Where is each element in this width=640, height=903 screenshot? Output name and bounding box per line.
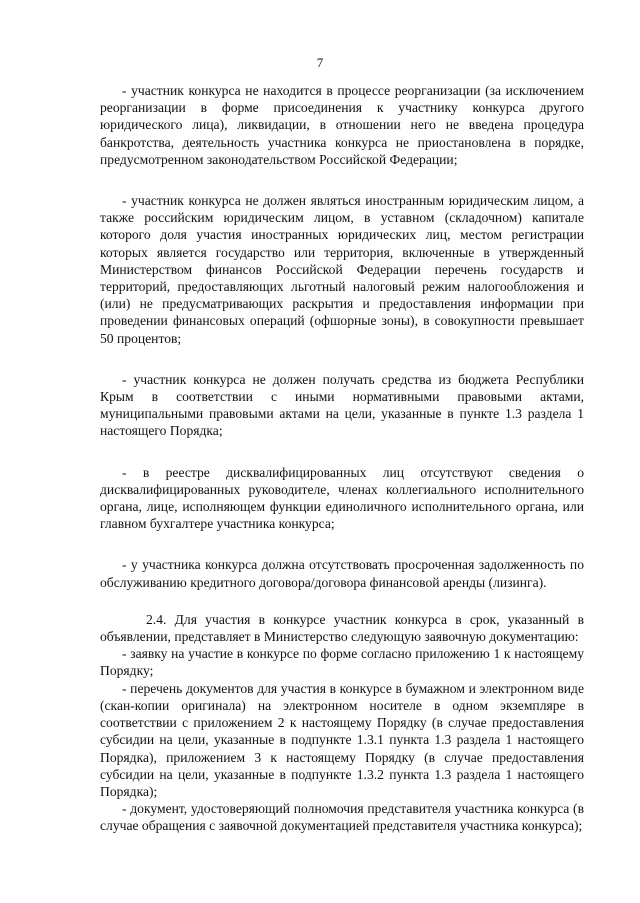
paragraph-disqualified-persons: - в реестре дисквалифицированных лиц отсутствуют сведения о дисквалифицированных руководителе, членах коллегиального исполнительного органа, лице, исполняющем функции единоличного исполнительного органа, или главном бухгалтере участника конкурса; (100, 464, 584, 532)
page-number: 7 (316, 55, 324, 70)
paragraph-section-2-4: 2.4. Для участия в конкурсе участник конкурса в срок, указанный в объявлении, представляет в Министерство следующую заявочную документацию: (100, 611, 584, 645)
paragraph-application-form: - заявку на участие в конкурсе по форме согласно приложению 1 к настоящему Порядку; (100, 646, 584, 679)
paragraph-overdue-debt: - у участника конкурса должна отсутствовать просроченная задолженность по обслуживанию кредитного договора/договора финансовой аренды (лизинга). (100, 557, 584, 590)
paragraph-budget-funds: - участник конкурса не должен получать средства из бюджета Республики Крым в соответствии с иными нормативными правовыми актами, муниципальными правовыми актами на цели, указанные в пункте 1.3 раздела 1 настоящего Порядка; (100, 371, 584, 439)
paragraph-reorganization: - участник конкурса не находится в процессе реорганизации (за исключением реорганизации в форме присоединения к участнику конкурса другого юридического лица), ликвидации, в отношении него не введена процедура банкротства, деятельность участника конкурса не приостановлена в порядке, предусмотренном законодательством Российской Федерации; (100, 83, 584, 167)
document-body (100, 82, 584, 835)
paragraph-document-list: - перечень документов для участия в конкурсе в бумажном и электронном виде (скан-копии оригинала) на электронном носителе в одном экземпляре в соответствии с приложением 2 к настоящему Порядку (в случае предоставления субсидии на цели, указанные в подпункте 1.3.1 пункта 1.3 раздела 1 настоящего Порядка), приложением 3 к настоящему Порядку (в случае предоставления субсидии на цели, указанные в подпункте 1.3.2 пункта 1.3 раздела 1 настоящего Порядка); (100, 680, 584, 799)
paragraph-representative-authority: - документ, удостоверяющий полномочия представителя участника конкурса (в случае обращения с заявочной документацией представителя участника конкурса); (100, 801, 584, 834)
paragraph-foreign-entity: - участник конкурса не должен являться иностранным юридическим лицом, а также российским юридическим лицом, в уставном (складочном) капитале которого доля участия иностранных юридических лиц, местом регистрации которых является государство или территория, включенные в утвержденный Министерством финансов Российской Федерации перечень государств и территорий, предоставляющих льготный налоговый режим налогообложения и (или) не предусматривающих раскрытия и предоставления информации при проведении финансовых операций (офшорные зоны), в совокупности превышает 50 процентов; (100, 193, 584, 346)
